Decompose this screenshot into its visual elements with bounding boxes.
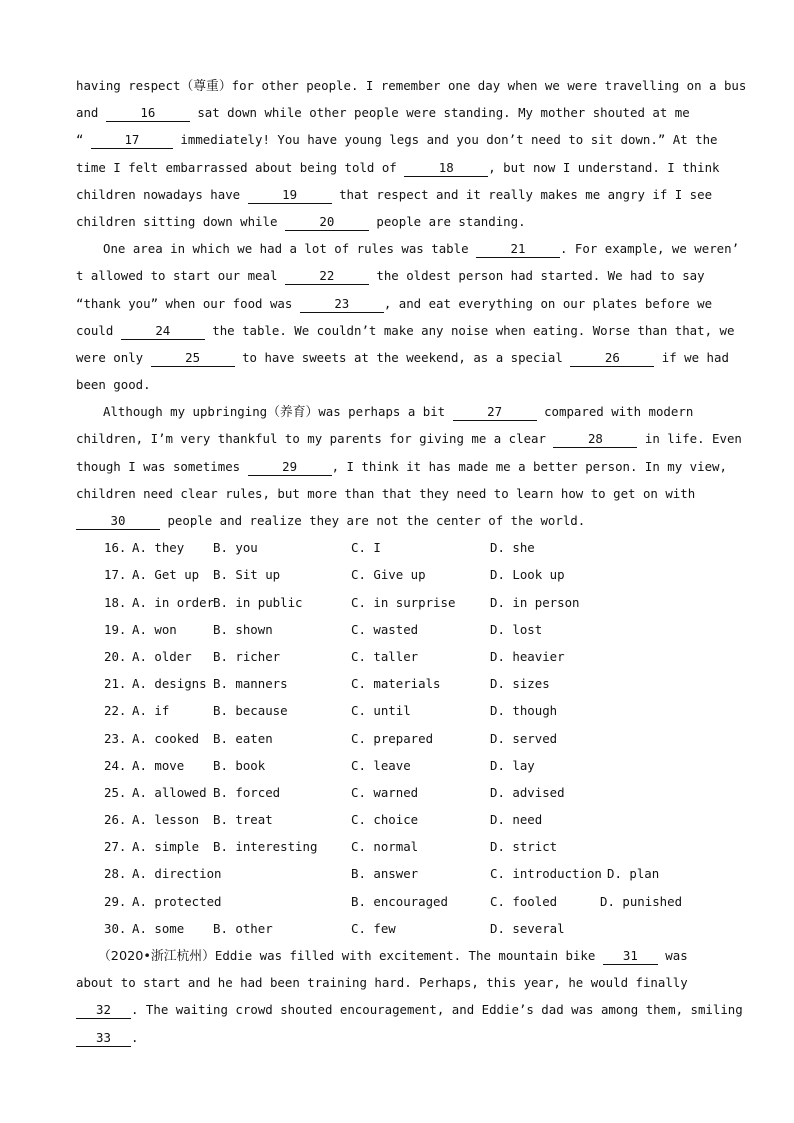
option-row-23: 23. A. cooked B. eaten C. prepared D. served <box>104 730 558 746</box>
passage-line: 33 . <box>76 1024 716 1051</box>
option-row-28: 28. A. direction B. answer C. introduction D. plan <box>104 866 660 882</box>
option-row-16: 16. A. they B. you C. I D. she <box>104 540 535 556</box>
blank-27: 27 <box>453 405 537 421</box>
passage-line: and 16 sat down while other people were standing. My mother shouted at me <box>76 105 690 121</box>
passage-line: One area in which we had a lot of rules was table 21 . For example, we weren’ <box>103 241 740 257</box>
passage-line: 32 . The waiting crowd shouted encouragement, and Eddie’s dad was among them, smiling <box>76 996 716 1023</box>
source-tag: （2020•浙江杭州） <box>98 949 215 964</box>
passage-line: 30 people and realize they are not the center of the world. <box>76 507 716 534</box>
passage-line: been good. <box>76 377 151 393</box>
blank-26: 26 <box>570 351 654 367</box>
passage-line: “thank you” when our food was 23 , and eat everything on our plates before we <box>76 295 713 311</box>
passage-line: children nowadays have 19 that respect and it really makes me angry if I see <box>76 186 713 202</box>
blank-30: 30 <box>76 514 160 530</box>
passage-line: children need clear rules, but more than that they need to learn how to get on with <box>76 485 696 501</box>
document-page <box>76 72 747 1051</box>
passage-line: about to start and he had been training hard. Perhaps, this year, he would finally <box>76 975 688 991</box>
option-row-24: 24. A. move B. book C. leave D. lay <box>104 757 535 773</box>
passage-line: children, I’m very thankful to my parents for giving me a clear 28 in life. Even <box>76 431 742 447</box>
option-row-27: 27. A. simple B. interesting C. normal D. strict <box>104 839 558 855</box>
blank-22: 22 <box>285 269 369 285</box>
blank-18: 18 <box>404 161 488 177</box>
blank-25: 25 <box>151 351 235 367</box>
blank-33: 33 <box>76 1031 131 1047</box>
blank-16: 16 <box>106 106 190 122</box>
option-row-29: 29. A. protected B. encouraged C. fooled D. punished <box>104 893 683 909</box>
blank-24: 24 <box>121 324 205 340</box>
option-row-20: 20. A. older B. richer C. taller D. heavier <box>104 648 565 664</box>
blank-17: 17 <box>91 133 173 149</box>
blank-29: 29 <box>248 460 332 476</box>
blank-21: 21 <box>476 242 560 258</box>
option-row-30: 30. A. some B. other C. few D. several <box>104 920 565 936</box>
passage-line: though I was sometimes 29 , I think it has made me a better person. In my view, <box>76 458 727 474</box>
blank-31: 31 <box>603 949 658 965</box>
passage-line: “ 17 immediately! You have young legs and you don’t need to sit down.” At the <box>76 132 718 148</box>
option-row-21: 21. A. designs B. manners C. materials D. sizes <box>104 676 550 692</box>
option-row-22: 22. A. if B. because C. until D. though <box>104 703 558 719</box>
option-row-19: 19. A. won B. shown C. wasted D. lost <box>104 621 543 637</box>
blank-20: 20 <box>285 215 369 231</box>
passage-line: （2020•浙江杭州）Eddie was filled with excitement. The mountain bike 31 was <box>98 948 688 964</box>
option-row-17: 17. A. Get up B. Sit up C. Give up D. Look up <box>104 567 565 583</box>
passage-line: Although my upbringing（养育）was perhaps a bit 27 compared with modern <box>103 404 694 421</box>
passage-line: t allowed to start our meal 22 the oldest person had started. We had to say <box>76 268 705 284</box>
blank-28: 28 <box>553 432 637 448</box>
blank-19: 19 <box>248 188 332 204</box>
option-row-25: 25. A. allowed B. forced C. warned D. advised <box>104 784 565 800</box>
blank-32: 32 <box>76 1003 131 1019</box>
blank-23: 23 <box>300 297 384 313</box>
passage-line: could 24 the table. We couldn’t make any noise when eating. Worse than that, we <box>76 322 735 338</box>
passage-line: were only 25 to have sweets at the weekend, as a special 26 if we had <box>76 349 729 365</box>
passage-line: having respect（尊重）for other people. I remember one day when we were travelling on a bus <box>76 78 747 94</box>
passage-line: children sitting down while 20 people are standing. <box>76 213 526 229</box>
option-row-26: 26. A. lesson B. treat C. choice D. need <box>104 812 543 828</box>
option-row-18: 18. A. in order B. in public C. in surprise D. in person <box>104 594 580 610</box>
passage-line: time I felt embarrassed about being told of 18 , but now I understand. I think <box>76 159 720 175</box>
